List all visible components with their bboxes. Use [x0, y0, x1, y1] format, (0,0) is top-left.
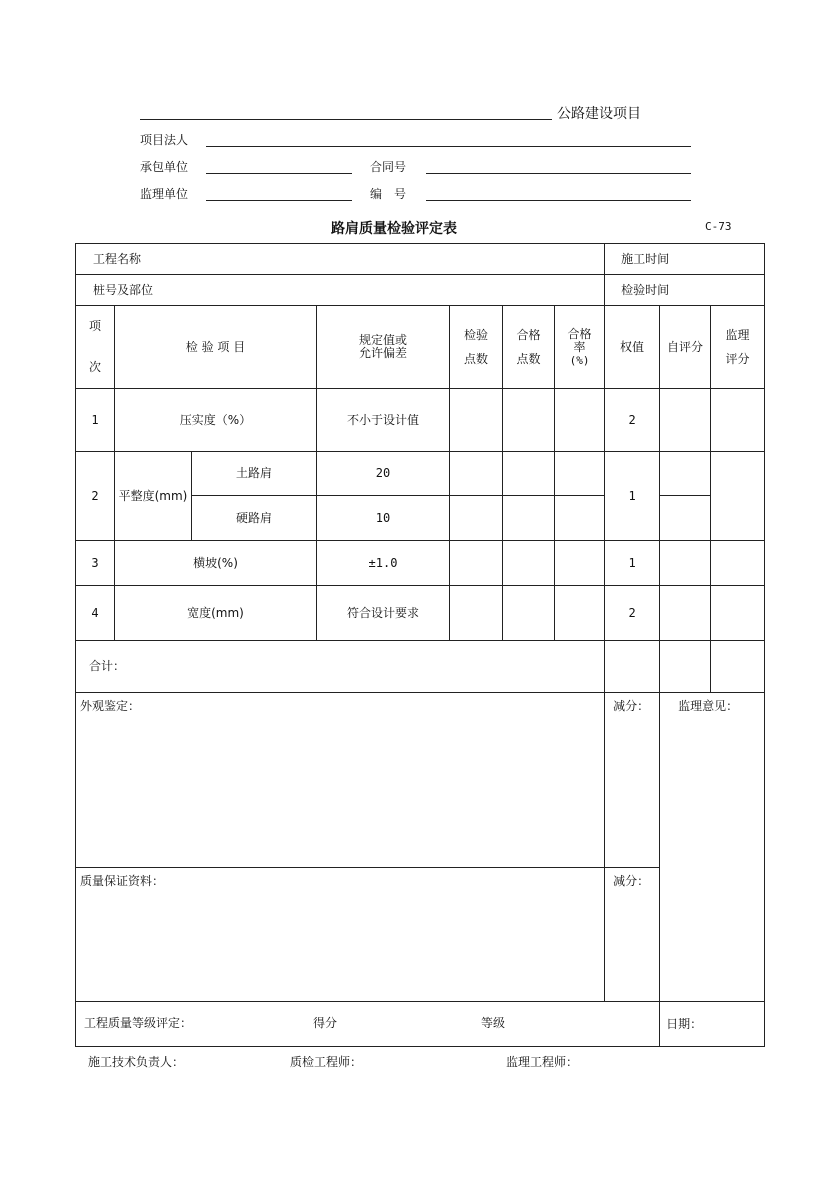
points-cell[interactable] [450, 389, 503, 452]
supervision-opinion-label: 监理意见： [678, 699, 739, 713]
col-points: 检验 点数 [450, 306, 503, 389]
supervision-score-cell[interactable] [711, 452, 765, 541]
deduction-label: 减分： [613, 699, 650, 713]
qc-engineer-label: 质检工程师： [290, 1055, 363, 1069]
form-title: 路肩质量检验评定表 [331, 221, 457, 237]
col-item-no: 项 次 [76, 306, 115, 389]
row-item: 横坡(%) [115, 541, 317, 586]
pass-points-cell[interactable] [503, 541, 555, 586]
row-no: 2 [76, 452, 115, 541]
deduction-label-2: 减分： [613, 874, 650, 888]
appearance-deduction-field[interactable] [605, 693, 660, 868]
quality-docs-field[interactable] [76, 868, 605, 1002]
row-no: 1 [76, 389, 115, 452]
grade-eval-field[interactable] [76, 1002, 660, 1047]
pass-rate-cell[interactable] [555, 496, 605, 541]
number-line [426, 200, 691, 201]
table-row [76, 586, 765, 641]
grade-row [76, 1002, 765, 1047]
row-item: 宽度(mm) [115, 586, 317, 641]
col-self-score: 自评分 [660, 306, 711, 389]
project-suffix: 公路建设项目 [557, 106, 641, 122]
appearance-label: 外观鉴定： [80, 699, 141, 713]
points-cell[interactable] [450, 496, 503, 541]
row-weight: 1 [605, 452, 660, 541]
contractor-label: 承包单位 [140, 160, 189, 174]
supervisor-line [206, 200, 352, 201]
row-spec: 不小于设计值 [317, 389, 450, 452]
pass-rate-cell[interactable] [555, 452, 605, 496]
row-no: 4 [76, 586, 115, 641]
points-cell[interactable] [450, 586, 503, 641]
contract-no-line [426, 173, 691, 174]
col-spec: 规定值或 允许偏差 [317, 306, 450, 389]
grade-label: 等级 [481, 1016, 506, 1030]
inspection-time-label: 检验时间 [605, 275, 765, 306]
inspection-table [75, 243, 765, 1047]
row-spec: 20 [317, 452, 450, 496]
row-item: 压实度（%） [115, 389, 317, 452]
station-label: 桩号及部位 [76, 275, 605, 306]
table-row [76, 541, 765, 586]
project-name-line [140, 119, 552, 120]
date-field[interactable] [660, 1002, 765, 1047]
self-score-cell[interactable] [660, 452, 711, 496]
tech-lead-label: 施工技术负责人： [88, 1055, 185, 1069]
points-cell[interactable] [450, 541, 503, 586]
supervision-score-cell[interactable] [711, 541, 765, 586]
contractor-line [206, 173, 352, 174]
row-no: 3 [76, 541, 115, 586]
project-name-label: 工程名称 [76, 244, 605, 275]
col-item: 检 验 项 目 [115, 306, 317, 389]
appearance-row [76, 693, 765, 868]
col-weight: 权值 [605, 306, 660, 389]
date-label: 日期： [666, 1016, 703, 1031]
pass-rate-cell[interactable] [555, 389, 605, 452]
row-spec: 10 [317, 496, 450, 541]
total-self-score-cell[interactable] [660, 641, 711, 693]
supervising-engineer-label: 监理工程师： [506, 1055, 579, 1069]
row-subitem: 硬路肩 [192, 496, 317, 541]
pass-rate-cell[interactable] [555, 586, 605, 641]
supervision-score-cell[interactable] [711, 389, 765, 452]
self-score-cell[interactable] [660, 389, 711, 452]
grade-eval-label: 工程质量等级评定： [84, 1016, 193, 1030]
pass-points-cell[interactable] [503, 586, 555, 641]
construction-time-label: 施工时间 [605, 244, 765, 275]
legal-person-line [206, 146, 691, 147]
supervisor-label: 监理单位 [140, 187, 189, 201]
column-header-row [76, 306, 765, 389]
supervision-score-cell[interactable] [711, 586, 765, 641]
self-score-cell[interactable] [660, 586, 711, 641]
project-name-row [76, 244, 765, 275]
quality-docs-label: 质量保证资料： [80, 874, 165, 888]
points-cell[interactable] [450, 452, 503, 496]
pass-rate-cell[interactable] [555, 541, 605, 586]
total-label: 合计： [76, 641, 605, 693]
row-item: 平整度(mm) [115, 452, 192, 541]
pass-points-cell[interactable] [503, 452, 555, 496]
form-code: C-73 [705, 220, 732, 233]
row-weight: 1 [605, 541, 660, 586]
col-supervision: 监理 评分 [711, 306, 765, 389]
total-weight-cell[interactable] [605, 641, 660, 693]
row-spec: ±1.0 [317, 541, 450, 586]
score-label: 得分 [313, 1016, 338, 1030]
row-weight: 2 [605, 389, 660, 452]
row-weight: 2 [605, 586, 660, 641]
total-supervision-cell[interactable] [711, 641, 765, 693]
table-row [76, 389, 765, 452]
row-subitem: 土路肩 [192, 452, 317, 496]
supervision-opinion-field[interactable] [660, 693, 765, 1002]
self-score-cell[interactable] [660, 541, 711, 586]
legal-person-label: 项目法人 [140, 133, 189, 147]
total-row [76, 641, 765, 693]
table-row [76, 452, 765, 496]
station-row [76, 275, 765, 306]
number-label: 编 号 [370, 187, 407, 201]
appearance-field[interactable] [76, 693, 605, 868]
col-pass-points: 合格 点数 [503, 306, 555, 389]
pass-points-cell[interactable] [503, 389, 555, 452]
col-pass-rate: 合格 率 (%) [555, 306, 605, 389]
quality-docs-deduction-field[interactable] [605, 868, 660, 1002]
contract-no-label: 合同号 [370, 160, 407, 174]
self-score-cell[interactable] [660, 496, 711, 541]
row-spec: 符合设计要求 [317, 586, 450, 641]
pass-points-cell[interactable] [503, 496, 555, 541]
